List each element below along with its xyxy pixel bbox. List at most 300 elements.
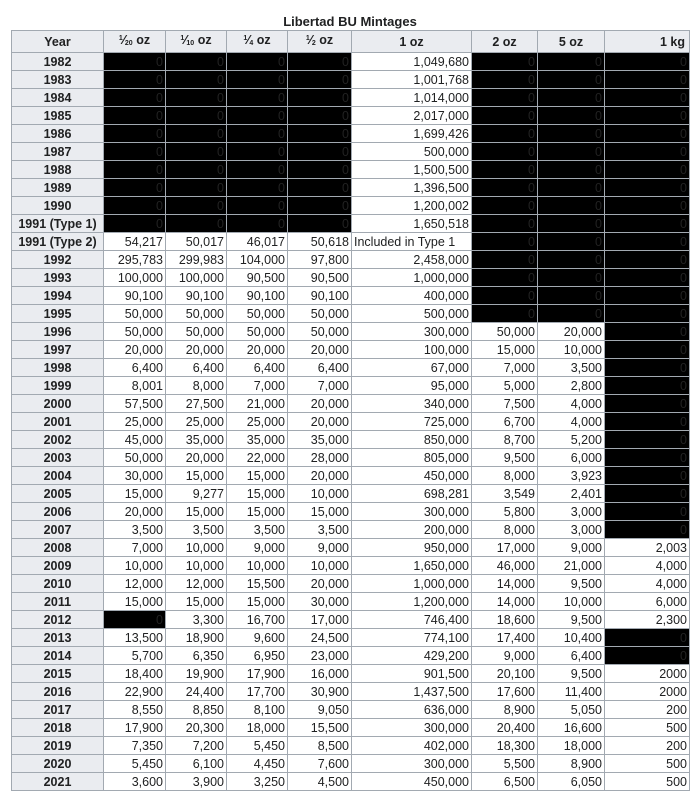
row-year: 1995 [12, 305, 104, 323]
mintage-cell: 1,650,000 [352, 557, 472, 575]
mintage-cell: 0 [605, 359, 690, 377]
mintage-cell: 50,618 [288, 233, 352, 251]
mintage-cell: 0 [538, 215, 605, 233]
mintage-cell: 35,000 [288, 431, 352, 449]
mintage-cell: 0 [605, 413, 690, 431]
mintage-cell: 100,000 [104, 269, 166, 287]
mintage-cell: 0 [538, 269, 605, 287]
mintage-cell: 0 [288, 53, 352, 71]
mintage-cell: 16,000 [288, 665, 352, 683]
mintage-cell: 0 [605, 287, 690, 305]
table-row [12, 233, 690, 251]
mintage-cell: 0 [166, 215, 227, 233]
row-year: 1998 [12, 359, 104, 377]
mintage-cell: 300,000 [352, 755, 472, 773]
mintage-cell: 0 [227, 143, 288, 161]
header-five-oz: 5 oz [538, 31, 605, 53]
row-year: 2019 [12, 737, 104, 755]
header-one-oz: 1 oz [352, 31, 472, 53]
mintage-cell: 17,000 [288, 611, 352, 629]
mintage-cell: 15,000 [166, 503, 227, 521]
row-year: 1990 [12, 197, 104, 215]
row-year: 1993 [12, 269, 104, 287]
mintage-cell: 6,700 [472, 413, 538, 431]
row-year: 2005 [12, 485, 104, 503]
mintage-cell: 6,400 [104, 359, 166, 377]
row-year: 2006 [12, 503, 104, 521]
table-row [12, 341, 690, 359]
row-year: 1982 [12, 53, 104, 71]
mintage-cell: 0 [166, 143, 227, 161]
table-row [12, 107, 690, 125]
mintage-cell: 50,017 [166, 233, 227, 251]
mintage-cell: 0 [605, 143, 690, 161]
mintage-cell: 3,300 [166, 611, 227, 629]
mintage-cell: 0 [104, 611, 166, 629]
row-year: 2009 [12, 557, 104, 575]
mintage-cell: 5,050 [538, 701, 605, 719]
mintage-cell: 0 [605, 125, 690, 143]
mintage-cell: 23,000 [288, 647, 352, 665]
mintage-cell: 0 [472, 215, 538, 233]
table-row [12, 503, 690, 521]
mintage-cell: 0 [538, 161, 605, 179]
mintage-cell: 17,900 [227, 665, 288, 683]
mintage-cell: 3,250 [227, 773, 288, 791]
row-year: 2014 [12, 647, 104, 665]
row-year: 2002 [12, 431, 104, 449]
table-caption: Libertad BU Mintages [283, 14, 417, 29]
row-year: 1997 [12, 341, 104, 359]
mintage-cell: 805,000 [352, 449, 472, 467]
table-row [12, 251, 690, 269]
mintage-cell: 16,700 [227, 611, 288, 629]
mintage-cell: 0 [605, 647, 690, 665]
mintage-cell: 500 [605, 755, 690, 773]
mintage-cell: 5,700 [104, 647, 166, 665]
mintage-cell: 3,500 [538, 359, 605, 377]
mintage-cell: 6,400 [538, 647, 605, 665]
mintage-cell: 15,000 [104, 593, 166, 611]
mintage-cell: 0 [605, 503, 690, 521]
mintage-cell: 950,000 [352, 539, 472, 557]
mintage-cell: 0 [472, 287, 538, 305]
mintage-cell: 22,900 [104, 683, 166, 701]
mintage-cell: 9,000 [538, 539, 605, 557]
mintage-cell: 67,000 [352, 359, 472, 377]
mintage-cell: 1,200,000 [352, 593, 472, 611]
mintage-cell: 20,000 [104, 503, 166, 521]
mintage-cell: 0 [472, 125, 538, 143]
mintage-cell: 0 [472, 179, 538, 197]
row-year: 1991 (Type 1) [12, 215, 104, 233]
mintage-cell: 18,900 [166, 629, 227, 647]
mintage-cell: 15,000 [227, 485, 288, 503]
mintage-cell: 5,450 [104, 755, 166, 773]
mintage-cell: 7,000 [288, 377, 352, 395]
mintage-cell: 340,000 [352, 395, 472, 413]
mintage-cell: 17,000 [472, 539, 538, 557]
table-row [12, 467, 690, 485]
mintage-cell: 500 [605, 773, 690, 791]
row-year: 1986 [12, 125, 104, 143]
mintage-cell: 4,000 [605, 557, 690, 575]
mintage-cell: 0 [472, 251, 538, 269]
mintage-cell: 0 [227, 179, 288, 197]
mintage-cell: 18,000 [538, 737, 605, 755]
mintage-cell: 15,000 [288, 503, 352, 521]
mintage-cell: 20,000 [288, 341, 352, 359]
mintage-cell: 0 [472, 107, 538, 125]
mintage-cell: 90,500 [288, 269, 352, 287]
row-year: 1989 [12, 179, 104, 197]
table-row [12, 179, 690, 197]
row-year: 1984 [12, 89, 104, 107]
mintage-cell: 7,350 [104, 737, 166, 755]
mintage-cell: 18,000 [227, 719, 288, 737]
mintage-cell: 15,000 [472, 341, 538, 359]
mintage-cell: 100,000 [166, 269, 227, 287]
table-row [12, 215, 690, 233]
table-row [12, 305, 690, 323]
mintage-cell: 46,000 [472, 557, 538, 575]
mintage-cell: 0 [605, 269, 690, 287]
mintage-cell: 20,000 [166, 341, 227, 359]
row-year: 1992 [12, 251, 104, 269]
mintage-cell: 0 [166, 125, 227, 143]
mintage-cell: 3,500 [104, 521, 166, 539]
mintage-cell: 19,900 [166, 665, 227, 683]
mintage-cell: 200 [605, 701, 690, 719]
mintage-cell: 20,000 [104, 341, 166, 359]
mintage-cell: 3,600 [104, 773, 166, 791]
table-row [12, 557, 690, 575]
mintage-cell: 20,400 [472, 719, 538, 737]
mintage-cell: 0 [605, 197, 690, 215]
table-row [12, 575, 690, 593]
mintage-cell: 3,923 [538, 467, 605, 485]
table-row [12, 719, 690, 737]
mintage-cell: 7,000 [472, 359, 538, 377]
mintage-cell: 8,850 [166, 701, 227, 719]
header-year: Year [12, 31, 104, 53]
row-year: 2018 [12, 719, 104, 737]
mintage-cell: 0 [605, 395, 690, 413]
mintage-cell: 21,000 [538, 557, 605, 575]
mintage-cell: 0 [538, 287, 605, 305]
mintage-cell: 18,300 [472, 737, 538, 755]
mintage-cell: 0 [472, 53, 538, 71]
table-body [12, 53, 690, 791]
table-row [12, 413, 690, 431]
mintage-cell: 90,100 [227, 287, 288, 305]
mintage-cell: 2,017,000 [352, 107, 472, 125]
table-row [12, 125, 690, 143]
mintage-cell: 0 [288, 179, 352, 197]
mintage-cell: 90,100 [166, 287, 227, 305]
mintage-cell: 3,000 [538, 503, 605, 521]
mintage-cell: 0 [288, 215, 352, 233]
mintage-cell: 5,200 [538, 431, 605, 449]
mintage-cell: 450,000 [352, 467, 472, 485]
mintage-cell: 300,000 [352, 719, 472, 737]
mintage-cell: 5,500 [472, 755, 538, 773]
mintage-cell: 15,000 [104, 485, 166, 503]
mintage-cell: 0 [605, 161, 690, 179]
mintage-cell: 1,396,500 [352, 179, 472, 197]
mintage-cell: 0 [538, 125, 605, 143]
mintage-cell: 4,000 [605, 575, 690, 593]
mintage-cell: 0 [605, 305, 690, 323]
mintage-cell: 10,000 [538, 593, 605, 611]
mintage-cell: 1,500,500 [352, 161, 472, 179]
mintage-cell: 0 [104, 215, 166, 233]
mintage-cell: 10,000 [104, 557, 166, 575]
mintage-cell: 17,400 [472, 629, 538, 647]
table-row [12, 71, 690, 89]
table-row [12, 359, 690, 377]
mintage-cell: 3,549 [472, 485, 538, 503]
mintage-cell: 1,001,768 [352, 71, 472, 89]
mintage-cell: 3,500 [227, 521, 288, 539]
mintage-cell: 0 [605, 215, 690, 233]
mintage-cell: 5,000 [472, 377, 538, 395]
mintage-cell: 0 [605, 107, 690, 125]
mintage-cell: 90,100 [288, 287, 352, 305]
mintage-cell: 57,500 [104, 395, 166, 413]
mintage-cell: 50,000 [166, 323, 227, 341]
mintage-cell: 0 [605, 251, 690, 269]
mintage-cell: 0 [605, 341, 690, 359]
mintage-cell: 0 [104, 161, 166, 179]
mintage-cell: 25,000 [227, 413, 288, 431]
mintage-cell: 21,000 [227, 395, 288, 413]
mintage-cell: 0 [605, 323, 690, 341]
mintage-cell: 0 [472, 161, 538, 179]
mintage-table [11, 30, 690, 791]
mintage-cell: 0 [227, 53, 288, 71]
mintage-cell: 0 [227, 107, 288, 125]
mintage-cell: 0 [538, 107, 605, 125]
mintage-cell: 0 [605, 431, 690, 449]
mintage-cell: 0 [538, 89, 605, 107]
mintage-cell: 50,000 [227, 323, 288, 341]
row-year: 2010 [12, 575, 104, 593]
row-year: 1996 [12, 323, 104, 341]
mintage-cell: 6,400 [288, 359, 352, 377]
mintage-cell: 16,600 [538, 719, 605, 737]
table-row [12, 269, 690, 287]
row-year: 1983 [12, 71, 104, 89]
mintage-cell: 8,000 [472, 521, 538, 539]
mintage-cell: 7,500 [472, 395, 538, 413]
mintage-cell: 200,000 [352, 521, 472, 539]
table-row [12, 395, 690, 413]
row-year: 2016 [12, 683, 104, 701]
mintage-cell: 13,500 [104, 629, 166, 647]
table-row [12, 611, 690, 629]
mintage-cell: 0 [538, 71, 605, 89]
mintage-cell: 2000 [605, 683, 690, 701]
mintage-cell: 9,500 [538, 611, 605, 629]
table-row [12, 683, 690, 701]
mintage-cell: 0 [538, 143, 605, 161]
mintage-cell: 0 [227, 161, 288, 179]
mintage-cell: 300,000 [352, 503, 472, 521]
mintage-cell: 0 [104, 71, 166, 89]
header-half-oz: $^1⁄_2$ oz [288, 31, 352, 53]
mintage-cell: 0 [104, 125, 166, 143]
mintage-cell: 10,000 [166, 539, 227, 557]
table-row [12, 629, 690, 647]
mintage-cell: 0 [227, 197, 288, 215]
mintage-cell: 0 [288, 125, 352, 143]
mintage-cell: 2,300 [605, 611, 690, 629]
row-year: 1991 (Type 2) [12, 233, 104, 251]
mintage-cell: 17,900 [104, 719, 166, 737]
row-year: 2007 [12, 521, 104, 539]
row-year: 1994 [12, 287, 104, 305]
mintage-cell: 12,000 [166, 575, 227, 593]
row-year: 2003 [12, 449, 104, 467]
mintage-cell: 9,500 [472, 449, 538, 467]
mintage-cell: 2,003 [605, 539, 690, 557]
mintage-cell: 0 [605, 233, 690, 251]
mintage-cell: 15,000 [166, 593, 227, 611]
mintage-cell: 4,000 [538, 395, 605, 413]
mintage-cell: 0 [227, 71, 288, 89]
mintage-cell: 429,200 [352, 647, 472, 665]
mintage-cell: 0 [605, 485, 690, 503]
mintage-cell: 4,500 [288, 773, 352, 791]
row-year: 2008 [12, 539, 104, 557]
mintage-cell: 8,100 [227, 701, 288, 719]
table-row [12, 89, 690, 107]
mintage-cell: 402,000 [352, 737, 472, 755]
mintage-cell: 20,000 [166, 449, 227, 467]
row-year: 2017 [12, 701, 104, 719]
mintage-cell: 14,000 [472, 593, 538, 611]
mintage-cell: 7,200 [166, 737, 227, 755]
mintage-cell: 0 [472, 197, 538, 215]
mintage-cell: 20,000 [288, 395, 352, 413]
mintage-cell: 30,900 [288, 683, 352, 701]
mintage-cell: 4,450 [227, 755, 288, 773]
mintage-cell: 6,500 [472, 773, 538, 791]
mintage-cell: 6,350 [166, 647, 227, 665]
mintage-cell: 6,000 [605, 593, 690, 611]
mintage-cell: 11,400 [538, 683, 605, 701]
row-year: 2001 [12, 413, 104, 431]
mintage-cell: 0 [605, 629, 690, 647]
header-quarter-oz: $^1⁄_4$ oz [227, 31, 288, 53]
mintage-cell: 1,650,518 [352, 215, 472, 233]
mintage-cell: 6,000 [538, 449, 605, 467]
mintage-cell: 50,000 [104, 305, 166, 323]
mintage-cell: 20,300 [166, 719, 227, 737]
mintage-cell: 0 [166, 53, 227, 71]
header-two-oz: 2 oz [472, 31, 538, 53]
mintage-cell: 0 [605, 377, 690, 395]
mintage-cell: 9,000 [227, 539, 288, 557]
mintage-cell: 0 [166, 89, 227, 107]
table-row [12, 143, 690, 161]
mintage-cell: 3,500 [166, 521, 227, 539]
mintage-cell: 500 [605, 719, 690, 737]
mintage-cell: 20,000 [288, 467, 352, 485]
mintage-cell: 0 [538, 197, 605, 215]
mintage-cell: 6,950 [227, 647, 288, 665]
mintage-cell: 28,000 [288, 449, 352, 467]
mintage-cell: 18,600 [472, 611, 538, 629]
mintage-cell: 20,000 [288, 575, 352, 593]
table-row [12, 377, 690, 395]
mintage-cell: 7,600 [288, 755, 352, 773]
mintage-cell: 3,500 [288, 521, 352, 539]
table-row [12, 539, 690, 557]
mintage-cell: 0 [288, 143, 352, 161]
header-row [12, 31, 690, 53]
mintage-cell: 0 [605, 179, 690, 197]
mintage-cell: 50,000 [288, 305, 352, 323]
row-year: 2015 [12, 665, 104, 683]
mintage-cell: 400,000 [352, 287, 472, 305]
mintage-cell: 50,000 [166, 305, 227, 323]
table-row [12, 647, 690, 665]
mintage-cell: 46,017 [227, 233, 288, 251]
mintage-cell: 0 [288, 107, 352, 125]
mintage-cell: 9,050 [288, 701, 352, 719]
mintage-cell: 10,000 [166, 557, 227, 575]
mintage-cell: 0 [288, 89, 352, 107]
mintage-cell: 0 [166, 71, 227, 89]
row-year: 1985 [12, 107, 104, 125]
mintage-cell: 97,800 [288, 251, 352, 269]
mintage-cell: 104,000 [227, 251, 288, 269]
mintage-cell: 0 [472, 143, 538, 161]
mintage-cell: 50,000 [472, 323, 538, 341]
mintage-cell: 774,100 [352, 629, 472, 647]
mintage-cell: 90,100 [104, 287, 166, 305]
mintage-cell: 0 [166, 179, 227, 197]
mintage-cell: 10,000 [288, 557, 352, 575]
mintage-cell: 25,000 [104, 413, 166, 431]
mintage-cell: 14,000 [472, 575, 538, 593]
mintage-cell: 50,000 [104, 449, 166, 467]
mintage-cell: 850,000 [352, 431, 472, 449]
mintage-cell: 35,000 [166, 431, 227, 449]
mintage-cell: 8,500 [288, 737, 352, 755]
mintage-cell: 24,500 [288, 629, 352, 647]
mintage-cell: 9,000 [472, 647, 538, 665]
mintage-cell: 0 [104, 107, 166, 125]
mintage-cell: 50,000 [104, 323, 166, 341]
table-row [12, 431, 690, 449]
mintage-cell: 15,000 [227, 593, 288, 611]
mintage-cell: 500,000 [352, 305, 472, 323]
mintage-cell: 8,000 [472, 467, 538, 485]
mintage-cell: 450,000 [352, 773, 472, 791]
mintage-cell: 50,000 [288, 323, 352, 341]
mintage-cell: 7,000 [227, 377, 288, 395]
mintage-cell: 10,000 [227, 557, 288, 575]
mintage-cell: 0 [104, 53, 166, 71]
mintage-cell: 10,000 [288, 485, 352, 503]
mintage-cell: 2,401 [538, 485, 605, 503]
mintage-cell: 0 [605, 449, 690, 467]
mintage-cell: 0 [605, 89, 690, 107]
mintage-cell: 0 [538, 305, 605, 323]
